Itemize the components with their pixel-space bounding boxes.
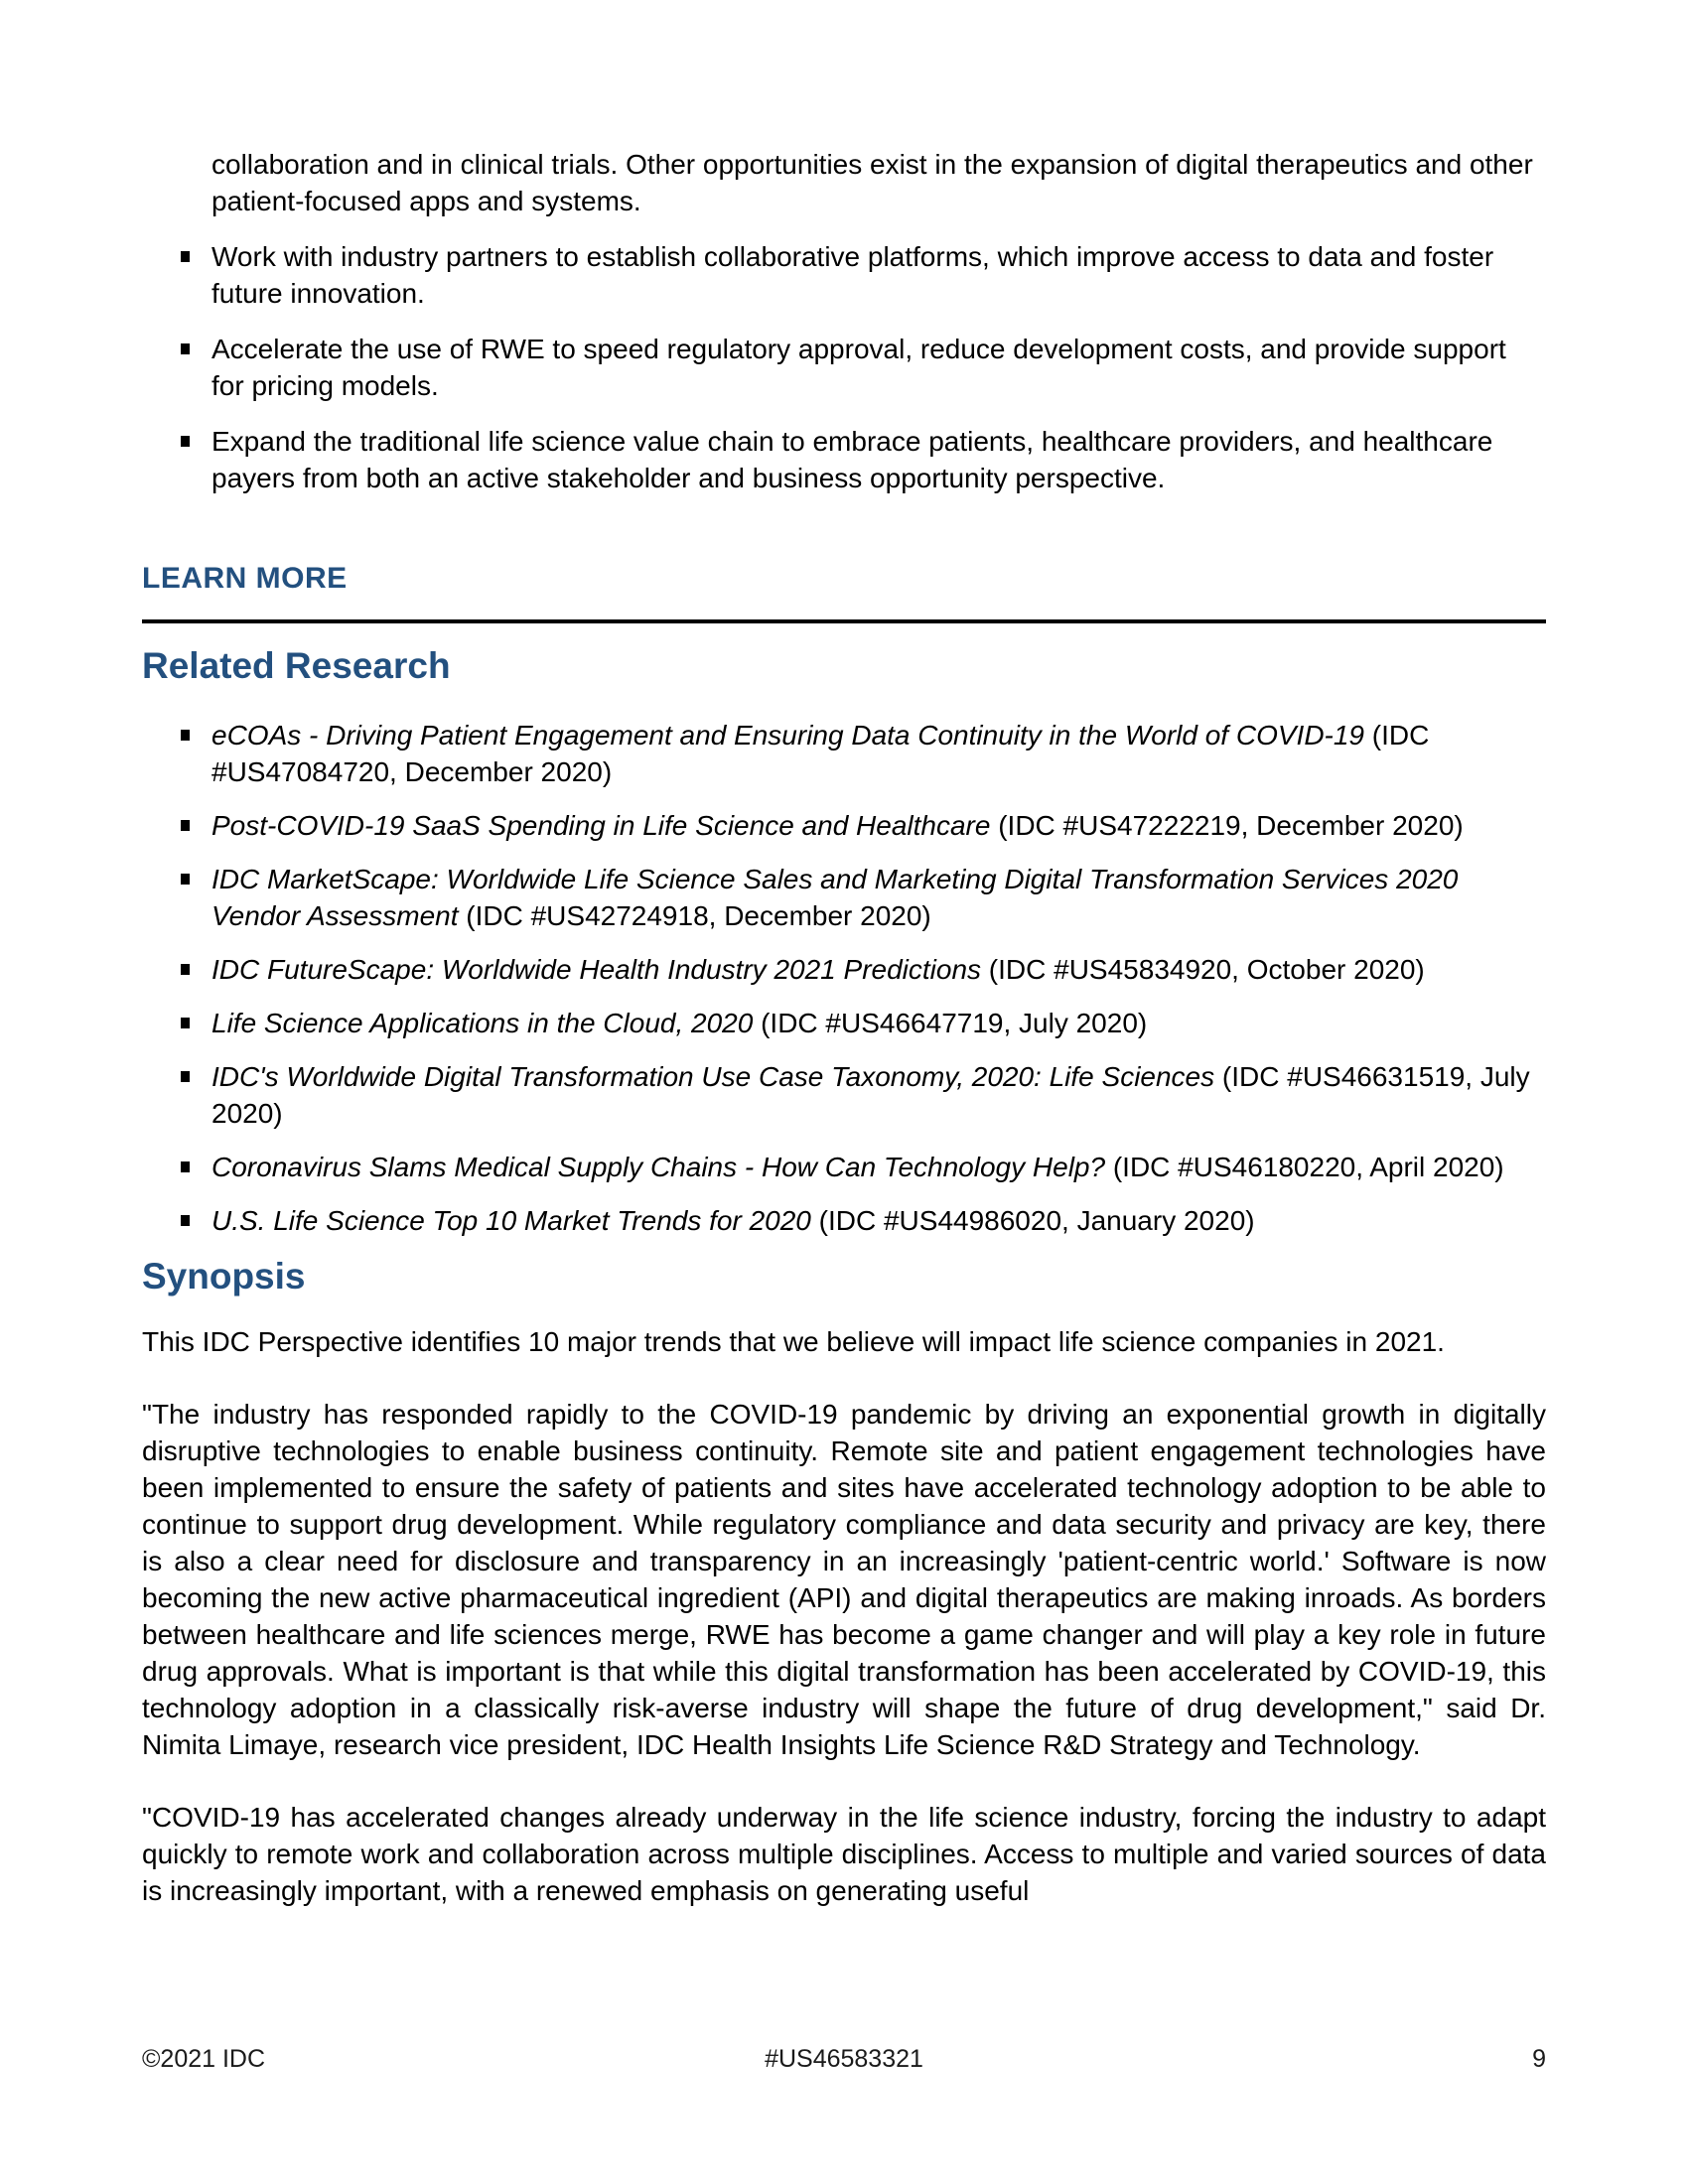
research-ref: (IDC #US44986020, January 2020) (810, 1205, 1255, 1236)
list-item (142, 423, 1546, 496)
research-ref: (IDC #US45834920, October 2020) (981, 954, 1425, 985)
research-title: IDC MarketScape: Worldwide Life Science Sales and Marketing Digital Transformation Services 2020 Vendor Assessment (211, 864, 1459, 931)
list-item (142, 861, 1546, 934)
research-ref: (IDC #US47222219, December 2020) (990, 810, 1464, 841)
research-title: Life Science Applications in the Cloud, 2020 (211, 1008, 754, 1038)
research-title: eCOAs - Driving Patient Engagement and Ensuring Data Continuity in the World of COVID-19 (211, 720, 1365, 751)
research-title: IDC's Worldwide Digital Transformation Use Case Taxonomy, 2020: Life Sciences (211, 1061, 1215, 1092)
section-divider-rule (142, 619, 1546, 623)
research-title: IDC FutureScape: Worldwide Health Industry 2021 Predictions (211, 954, 982, 985)
square-bullet-icon (181, 964, 190, 975)
page-content (142, 146, 1546, 1909)
list-item (142, 717, 1546, 790)
synopsis-paragraph: This IDC Perspective identifies 10 major trends that we believe will impact life science companies in 2021. (142, 1326, 1445, 1357)
square-bullet-icon (181, 1215, 190, 1226)
bullet-text: Expand the traditional life science value chain to embrace patients, healthcare providers, and healthcare payers from both an active stakeholder and business opportunity perspective. (211, 426, 1493, 493)
square-bullet-icon (181, 820, 190, 831)
research-title: U.S. Life Science Top 10 Market Trends for 2020 (211, 1205, 811, 1236)
list-item (142, 1202, 1546, 1239)
list-item (142, 331, 1546, 404)
list-item (142, 1005, 1546, 1041)
list-item (142, 1149, 1546, 1185)
bullet-continuation-text: collaboration and in clinical trials. Other opportunities exist in the expansion of digital therapeutics and other patient-focused apps and systems. (211, 149, 1533, 216)
synopsis-heading: Synopsis (142, 1256, 306, 1297)
list-item (142, 807, 1546, 844)
related-research-heading: Related Research (142, 645, 451, 686)
square-bullet-icon (181, 1071, 190, 1082)
learn-more-heading: LEARN MORE (142, 562, 348, 595)
square-bullet-icon (181, 1161, 190, 1172)
synopsis-paragraph: "The industry has responded rapidly to the COVID-19 pandemic by driving an exponential growth in digitally disruptive technologies to enable business continuity. Remote site and patient engagement technologies have been implemented to ensure the safety of patients and sites have accelerated technology adoption to be able to continue to support drug development. While regulatory compliance and data security and privacy are key, there is also a clear need for disclosure and transparency in an increasingly 'patient-centric world.' Software is now becoming the new active pharmaceutical ingredient (API) and digital therapeutics are making inroads. As borders between healthcare and life sciences merge, RWE has become a game changer and will play a key role in future drug approvals. What is important is that while this digital transformation has been accelerated by COVID-19, this technology adoption in a classically risk-averse industry will shape the future of drug development," said Dr. Nimita Limaye, research vice president, IDC Health Insights Life Science R&D Strategy and Technology. (142, 1399, 1546, 1760)
research-title: Post-COVID-19 SaaS Spending in Life Science and Healthcare (211, 810, 991, 841)
recommendations-bullet-list (142, 238, 1546, 496)
page-footer (142, 2045, 1546, 2074)
square-bullet-icon (181, 730, 190, 741)
square-bullet-icon (181, 343, 190, 354)
square-bullet-icon (181, 436, 190, 447)
square-bullet-icon (181, 251, 190, 262)
research-ref: (IDC #US46647719, July 2020) (753, 1008, 1148, 1038)
research-title: Coronavirus Slams Medical Supply Chains - How Can Technology Help? (211, 1152, 1106, 1182)
bullet-text: Accelerate the use of RWE to speed regulatory approval, reduce development costs, and provide support for pricing models. (211, 334, 1506, 401)
footer-copyright: ©2021 IDC (142, 2045, 266, 2073)
research-ref: (IDC #US46631519, July 2020) (211, 1061, 1530, 1129)
synopsis-paragraph: "COVID-19 has accelerated changes already underway in the life science industry, forcing the industry to adapt quickly to remote work and collaboration across multiple disciplines. Access to multiple and varied sources of data is increasingly important, with a renewed emphasis on generating useful (142, 1802, 1546, 1906)
list-item (142, 1058, 1546, 1132)
list-item (142, 951, 1546, 988)
research-ref: (IDC #US42724918, December 2020) (458, 900, 931, 931)
related-research-list (142, 717, 1546, 1239)
research-ref: (IDC #US46180220, April 2020) (1105, 1152, 1504, 1182)
footer-doc-id: #US46583321 (765, 2045, 923, 2073)
research-ref: (IDC #US47084720, December 2020) (211, 720, 1430, 787)
square-bullet-icon (181, 1018, 190, 1028)
footer-page-number: 9 (1532, 2045, 1546, 2073)
bullet-text: Work with industry partners to establish collaborative platforms, which improve access to data and foster future innovation. (211, 241, 1494, 309)
square-bullet-icon (181, 874, 190, 885)
list-item (142, 238, 1546, 312)
